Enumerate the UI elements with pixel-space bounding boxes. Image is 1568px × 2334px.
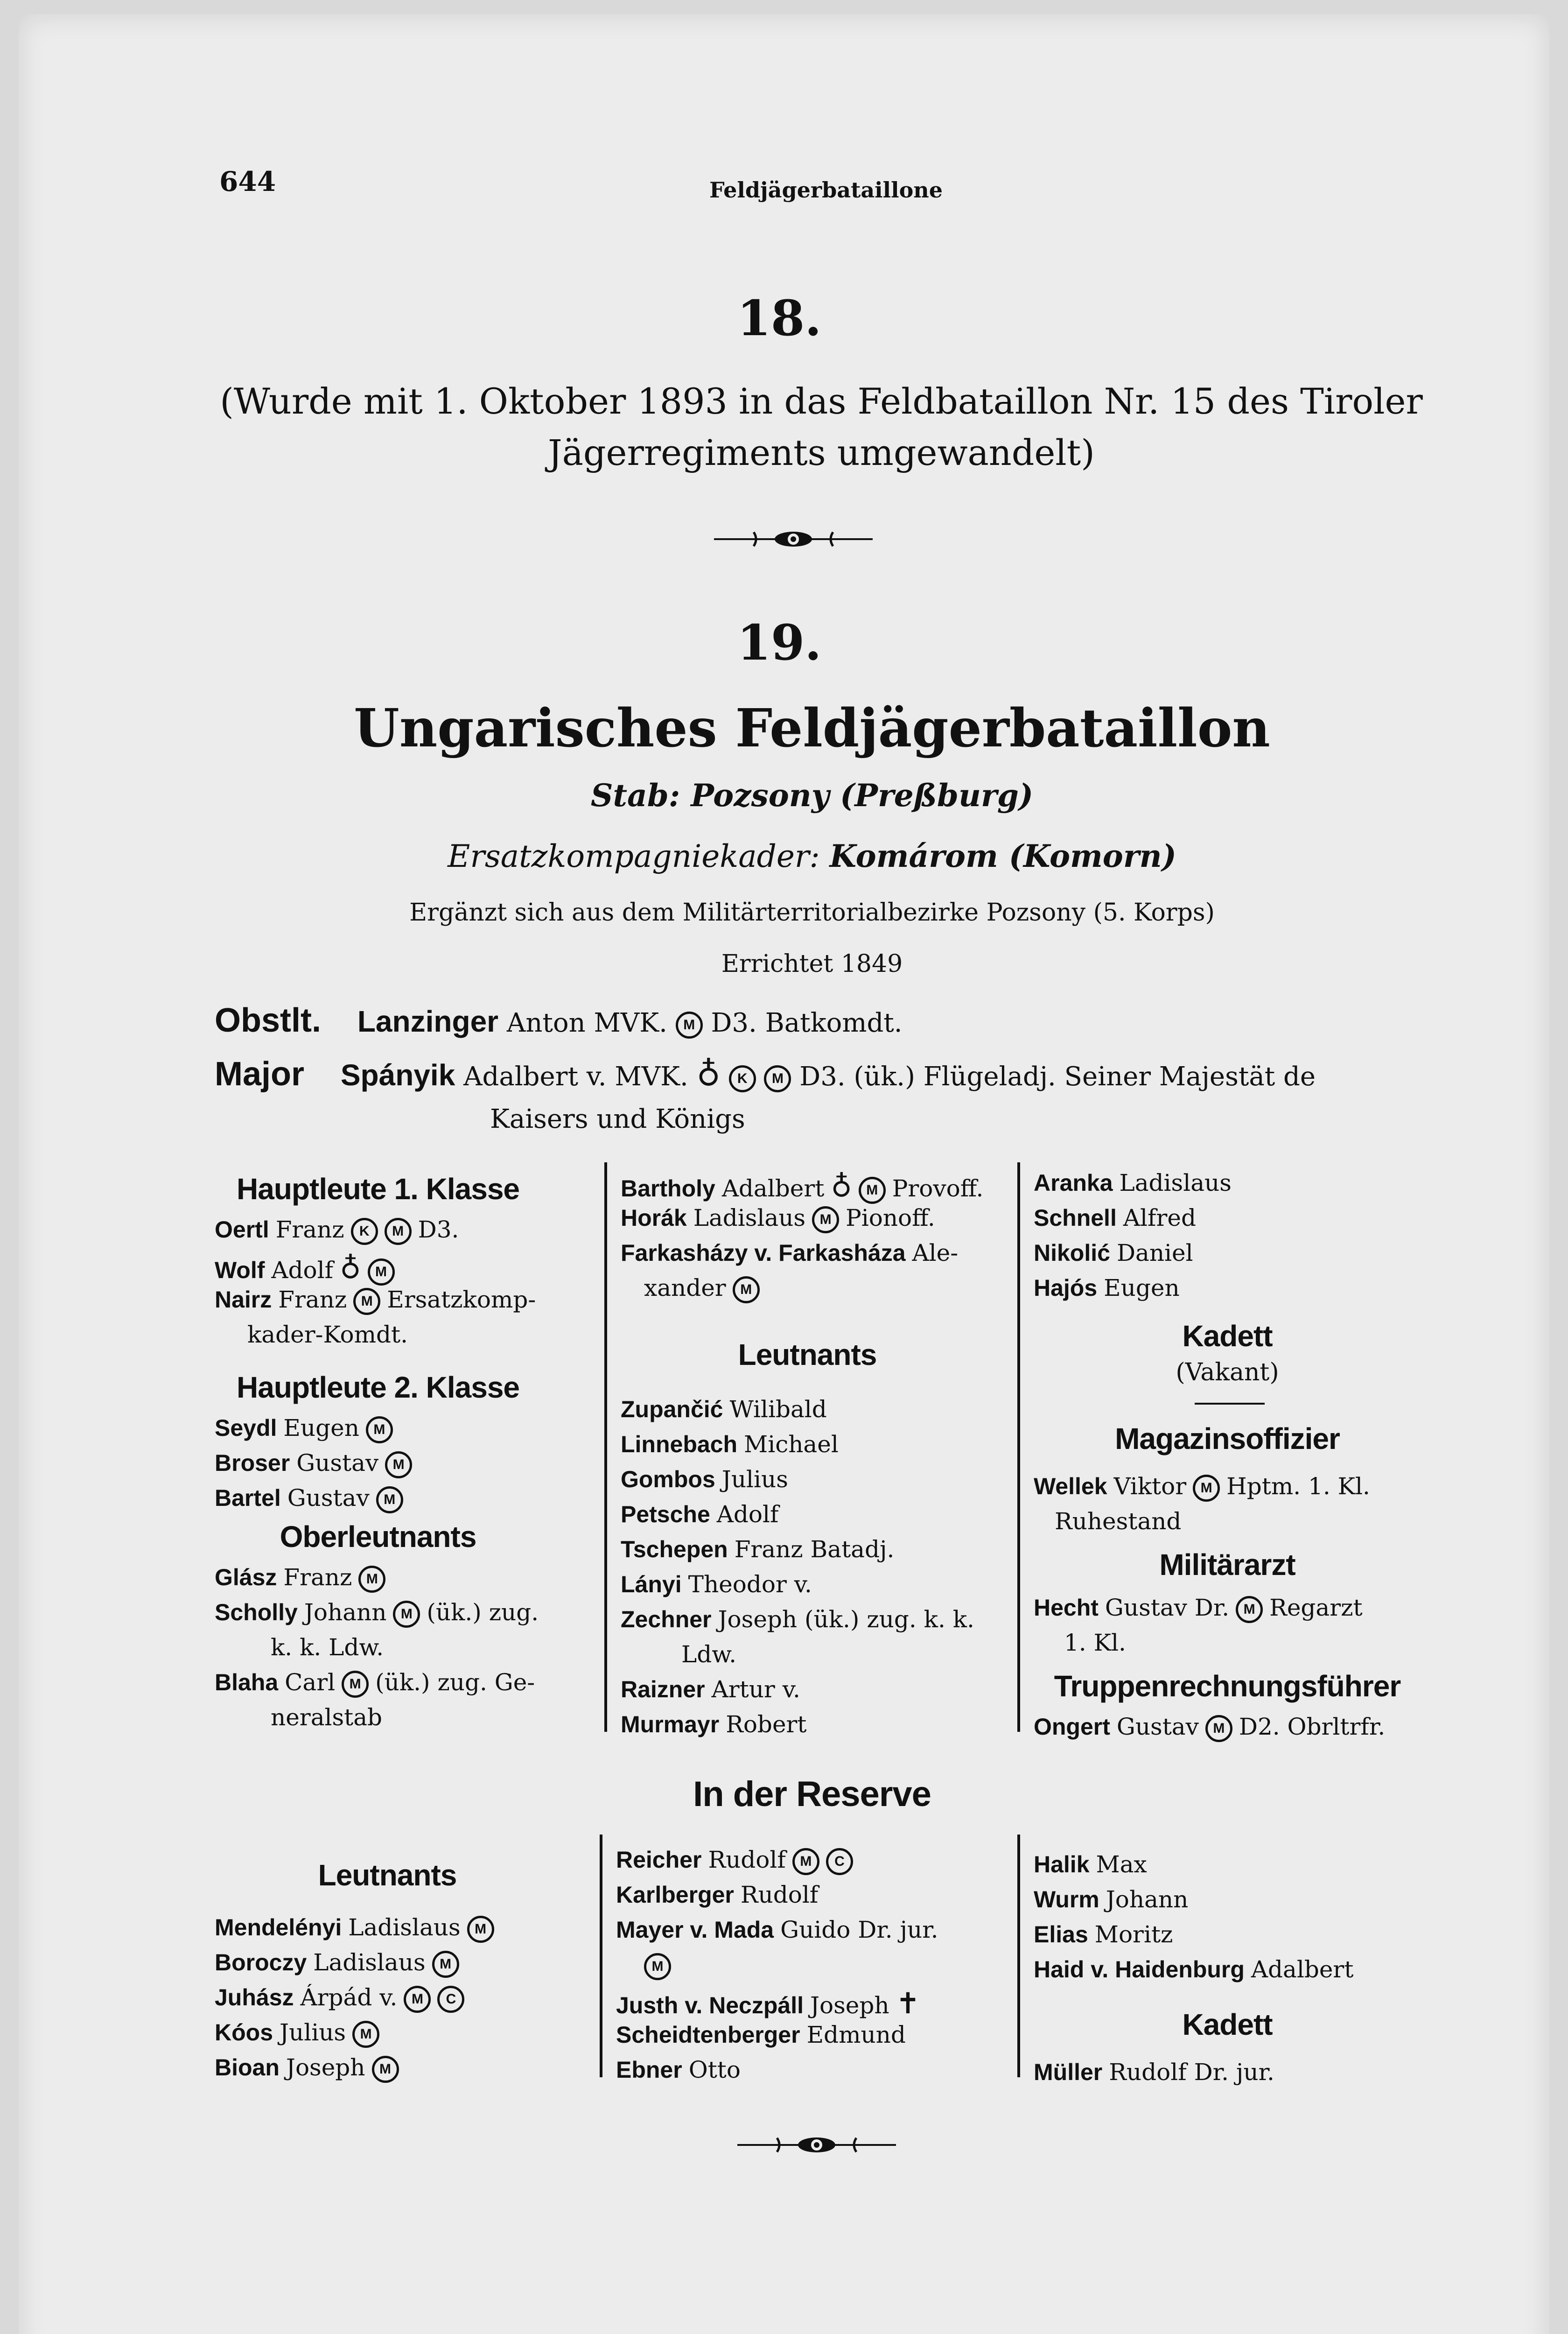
list-item	[215, 2019, 386, 2048]
list-item	[681, 1641, 743, 1668]
officer-details: Otto	[688, 2056, 741, 2083]
list-item	[621, 1169, 983, 1204]
officer-name: Zupančić	[621, 1396, 723, 1422]
cross-icon: ♁	[831, 1169, 852, 1203]
unit-19-ersatz	[299, 838, 1325, 874]
merit-badge-icon: M	[859, 1177, 886, 1204]
list-item	[1034, 1204, 1203, 1231]
list-item	[247, 1321, 414, 1348]
officer-name: Scheidtenberger	[616, 2022, 800, 2048]
merit-badge-icon: M	[366, 1416, 393, 1443]
officer-details: Rudolf Dr. jur.	[1109, 2059, 1274, 2086]
merit-badge-icon: M	[404, 1986, 431, 2013]
officer-name: Horák	[621, 1205, 687, 1231]
merit-badge-icon: M	[733, 1276, 760, 1303]
list-item	[1064, 1629, 1133, 1656]
officer-name: Oertl	[215, 1216, 269, 1243]
merit-badge-icon: M	[368, 1258, 395, 1286]
officer-name: Hajós	[1034, 1275, 1098, 1301]
list-item	[215, 1449, 419, 1478]
officer-details: Ladislaus	[693, 1204, 806, 1231]
officer-name: Farkasházy v. Farkasháza	[621, 1240, 906, 1266]
list-item	[215, 1216, 459, 1245]
merit-badge-icon: M	[1193, 1475, 1220, 1502]
officer-details: (ük.) zug. Ge-	[375, 1669, 535, 1696]
officer-details: Johann	[304, 1599, 387, 1626]
section-heading: Hauptleute 2. Klasse	[237, 1371, 519, 1404]
officer-details: Franz	[275, 1216, 344, 1243]
officer-name: Schnell	[1034, 1205, 1117, 1231]
officer-details: Gustav Dr.	[1105, 1594, 1230, 1621]
officer-details: Ladislaus	[313, 1949, 426, 1976]
unit-19-title: Ungarisches Feldjägerbataillon	[354, 698, 1270, 759]
officer-details: Hptm. 1. Kl.	[1226, 1473, 1370, 1500]
officer-details: Guido Dr. jur.	[780, 1916, 938, 1943]
officer-details: Eugen	[283, 1414, 359, 1441]
list-item	[215, 1669, 535, 1698]
merit-badge-icon: K	[351, 1218, 378, 1245]
merit-badge-icon: M	[358, 1566, 385, 1593]
list-item	[1034, 1594, 1363, 1623]
officer-name: Kóos	[215, 2019, 273, 2046]
officer-details: xander	[644, 1274, 726, 1301]
officer-name: Bartholy	[621, 1175, 715, 1202]
officer-details: Gustav	[296, 1449, 379, 1476]
kadett-vacant: (Vakant)	[1176, 1358, 1279, 1386]
officer-details: Edmund	[806, 2021, 906, 2048]
list-item	[1034, 1956, 1360, 1983]
merit-badge-icon: M	[372, 2056, 399, 2083]
officer-details: Adalbert v. MVK.	[463, 1062, 688, 1092]
section-heading: Kadett	[1182, 1319, 1273, 1353]
column-rule	[600, 1835, 602, 2077]
officer-name: Raizner	[621, 1676, 705, 1702]
commander-obstlt	[215, 1001, 903, 1040]
list-item	[616, 1881, 825, 1908]
column-rule	[604, 1162, 607, 1732]
officer-details: Franz	[278, 1286, 347, 1313]
section-heading: Leutnants	[738, 1338, 877, 1371]
section-heading: Truppenrechnungsführer	[1054, 1669, 1401, 1703]
officer-details: 1. Kl.	[1064, 1629, 1126, 1656]
list-item	[1034, 1239, 1200, 1266]
merit-badge-icon: M	[467, 1916, 494, 1943]
officer-name: Mendelényi	[215, 1914, 342, 1940]
officer-details: Rudolf	[740, 1881, 819, 1908]
page	[19, 14, 1549, 2334]
officer-details: Ale-	[912, 1239, 959, 1266]
list-item	[1034, 1921, 1179, 1948]
officer-details: k. k. Ldw.	[271, 1634, 384, 1661]
officer-details: Robert	[726, 1711, 807, 1738]
officer-name: Haid v. Haidenburg	[1034, 1956, 1245, 1982]
officer-name: Hecht	[1034, 1595, 1099, 1621]
list-item	[621, 1431, 845, 1458]
officer-name: Linnebach	[621, 1431, 738, 1457]
merit-badge-icon: M	[1205, 1715, 1232, 1742]
officer-name: Petsche	[621, 1501, 710, 1527]
officer-name: Mayer v. Mada	[616, 1917, 774, 1943]
officer-details: Ersatzkomp-	[387, 1286, 536, 1313]
officer-name: Nikolić	[1034, 1240, 1110, 1266]
officer-details: Gustav	[1116, 1713, 1199, 1740]
officer-details: Joseph (ük.) zug. k. k.	[718, 1606, 974, 1633]
section-heading: Magazinsoffizier	[1115, 1422, 1340, 1455]
officer-details: Moritz	[1094, 1921, 1173, 1948]
list-item	[271, 1634, 390, 1661]
officer-name: Boroczy	[215, 1949, 307, 1975]
list-item	[616, 2056, 747, 2083]
list-item	[621, 1606, 981, 1633]
officer-name: Bartel	[215, 1485, 281, 1511]
list-item	[215, 1984, 471, 2013]
rank-label: Major	[215, 1055, 305, 1093]
section-heading: Oberleutnants	[280, 1520, 476, 1554]
rank-label: Obstlt.	[215, 1002, 321, 1039]
officer-details: Pionoff.	[846, 1204, 935, 1231]
officer-details: Anton MVK.	[506, 1008, 667, 1038]
merit-badge-icon: M	[385, 1451, 412, 1478]
officer-details: Adalbert	[721, 1175, 825, 1202]
officer-details: Joseph	[810, 1992, 889, 2019]
officer-name: Justh v. Neczpáll	[616, 1992, 804, 2018]
list-item	[621, 1396, 833, 1423]
officer-details: Johann	[1106, 1886, 1189, 1913]
list-item	[644, 1274, 766, 1303]
unit-18-number: 18.	[737, 289, 822, 347]
officer-details: Ldw.	[681, 1641, 736, 1668]
unit-19-errichtet: Errichtet 1849	[721, 950, 903, 978]
officer-details: Regarzt	[1269, 1594, 1363, 1621]
list-item	[215, 1599, 539, 1628]
officer-name: Müller	[1034, 2059, 1103, 2085]
list-item	[1034, 1886, 1195, 1913]
section-heading: Militärarzt	[1159, 1548, 1295, 1582]
merit-badge-icon: M	[792, 1848, 819, 1875]
officer-name: Wurm	[1034, 1886, 1099, 1912]
officer-name: Zechner	[621, 1606, 712, 1632]
running-title: Feldjägerbataillone	[709, 177, 943, 203]
officer-name: Wellek	[1034, 1473, 1107, 1499]
list-item	[1055, 1508, 1188, 1535]
officer-name: Lanzinger	[357, 1005, 499, 1038]
officer-name: Aranka	[1034, 1170, 1113, 1196]
merit-badge-icon: M	[644, 1953, 671, 1980]
list-item	[1034, 1169, 1238, 1196]
column-rule	[1017, 1162, 1020, 1732]
page-number: 644	[219, 166, 276, 197]
officer-details: Franz	[283, 1564, 352, 1591]
merit-badge-icon: M	[812, 1206, 839, 1233]
officer-details: Árpád v.	[300, 1984, 398, 2011]
officer-details: Gustav	[287, 1484, 370, 1511]
merit-badge-icon: M	[676, 1012, 703, 1039]
officer-name: Ongert	[1034, 1714, 1110, 1740]
unit-18-note-line2: Jägerregiments umgewandelt)	[548, 432, 1095, 473]
list-item	[1034, 2059, 1281, 2086]
merit-badge-icon: M	[1236, 1596, 1263, 1623]
officer-details: D2. Obrltrfr.	[1239, 1713, 1386, 1740]
list-item	[621, 1571, 819, 1598]
officer-details: Ladislaus	[1119, 1169, 1232, 1196]
list-item	[621, 1501, 785, 1528]
cross-icon: ♁	[340, 1251, 361, 1285]
officer-name: Ebner	[616, 2057, 682, 2083]
list-item	[215, 1286, 536, 1315]
list-item	[621, 1239, 965, 1266]
officer-details: Adolf	[716, 1501, 779, 1528]
merit-badge-icon: M	[764, 1065, 791, 1092]
list-item	[215, 1564, 392, 1593]
merit-badge-icon: M	[342, 1671, 369, 1698]
officer-details: Carl	[285, 1669, 336, 1696]
officer-details: D3. Batkomdt.	[711, 1008, 903, 1038]
officer-details: Adolf	[271, 1257, 334, 1284]
officer-name: Scholly	[215, 1599, 298, 1625]
merit-badge-icon: M	[432, 1951, 459, 1978]
officer-details: Provoff.	[892, 1175, 984, 1202]
reserve-title: In der Reserve	[693, 1774, 931, 1814]
merit-badge-icon: M	[376, 1486, 403, 1513]
officer-details: Ruhestand	[1055, 1508, 1182, 1535]
officer-details: Rudolf	[708, 1846, 786, 1873]
merit-badge-icon: M	[352, 2021, 379, 2048]
list-item	[616, 1846, 860, 1875]
cross-icon: ✝	[896, 1986, 920, 2020]
list-item	[621, 1204, 935, 1233]
list-item	[1034, 1274, 1186, 1301]
officer-name: Tschepen	[621, 1536, 728, 1562]
officer-name: Nairz	[215, 1287, 272, 1313]
list-item	[1034, 1473, 1370, 1502]
list-item	[271, 1704, 389, 1731]
officer-name: Blaha	[215, 1669, 279, 1695]
officer-details: (ük.) zug.	[427, 1599, 539, 1626]
list-item	[215, 2054, 406, 2083]
officer-details: Viktor	[1113, 1473, 1187, 1500]
list-item	[616, 2021, 912, 2048]
unit-19-ergaenzt: Ergänzt sich aus dem Militärterritorialbezirke Pozsony (5. Korps)	[409, 899, 1215, 927]
section-rule	[1195, 1403, 1265, 1405]
merit-badge-icon: M	[385, 1218, 412, 1245]
officer-name: Halik	[1034, 1851, 1090, 1877]
column-rule	[1017, 1835, 1020, 2077]
officer-name: Lányi	[621, 1571, 682, 1597]
officer-details: Ladislaus	[348, 1914, 461, 1941]
officer-details: Joseph	[286, 2054, 365, 2081]
list-item	[621, 1466, 795, 1493]
officer-details: kader-Komdt.	[247, 1321, 408, 1348]
merit-badge-icon: C	[437, 1986, 464, 2013]
officer-name: Glász	[215, 1564, 277, 1590]
list-item	[621, 1711, 813, 1738]
list-item	[621, 1676, 807, 1703]
list-item	[215, 1251, 401, 1286]
merit-badge-icon: C	[826, 1848, 853, 1875]
officer-details: Max	[1096, 1851, 1147, 1878]
cross-icon: ♁	[696, 1055, 721, 1093]
list-item	[1034, 1851, 1154, 1878]
officer-name: Seydl	[215, 1415, 277, 1441]
commander-major-line2: Kaisers und Königs	[490, 1104, 745, 1134]
officer-name: Wolf	[215, 1257, 265, 1283]
list-item	[616, 1916, 945, 1943]
officer-name: Karlberger	[616, 1882, 734, 1908]
officer-details: Julius	[721, 1466, 788, 1493]
list-item	[644, 1951, 678, 1980]
officer-details: Daniel	[1116, 1239, 1193, 1266]
merit-badge-icon: M	[353, 1288, 380, 1315]
unit-18-note-line1: (Wurde mit 1. Oktober 1893 in das Feldbataillon Nr. 15 des Tiroler	[220, 380, 1423, 422]
section-heading: Kadett	[1182, 2008, 1273, 2041]
commander-major	[215, 1055, 1316, 1093]
list-item	[215, 1949, 466, 1978]
officer-name: Reicher	[616, 1847, 702, 1873]
unit-19-number: 19.	[737, 614, 822, 671]
officer-details: Julius	[280, 2019, 346, 2046]
merit-badge-icon: M	[393, 1601, 420, 1628]
merit-badge-icon: K	[729, 1065, 756, 1092]
ersatz-value: Komárom (Komorn)	[829, 838, 1176, 874]
list-item	[215, 1414, 399, 1443]
unit-19-stab: Stab: Pozsony (Preßburg)	[590, 777, 1034, 814]
officer-details: Adalbert	[1251, 1956, 1354, 1983]
officer-name: Broser	[215, 1450, 290, 1476]
officer-name: Elias	[1034, 1921, 1088, 1947]
officer-details: Eugen	[1104, 1274, 1180, 1301]
list-item	[621, 1536, 901, 1563]
list-item	[215, 1914, 501, 1943]
officer-details: Alfred	[1123, 1204, 1196, 1231]
officer-details: Franz Batadj.	[734, 1536, 895, 1563]
officer-details: Michael	[744, 1431, 839, 1458]
officer-details: Theodor v.	[688, 1571, 812, 1598]
officer-name: Spányik	[340, 1058, 455, 1092]
officer-name: Gombos	[621, 1466, 715, 1492]
ornament-divider	[737, 2133, 896, 2157]
section-heading: Leutnants	[318, 1858, 457, 1892]
officer-details: D3. (ük.) Flügeladj. Seiner Majestät de	[799, 1062, 1316, 1092]
officer-name: Juhász	[215, 1984, 294, 2011]
ersatz-label: Ersatzkompagniekader:	[448, 838, 820, 874]
officer-details: D3.	[418, 1216, 459, 1243]
officer-name: Bioan	[215, 2054, 280, 2081]
list-item	[215, 1484, 410, 1513]
list-item	[1034, 1713, 1385, 1742]
officer-name: Murmayr	[621, 1711, 720, 1737]
list-item	[616, 1986, 927, 2020]
officer-details: neralstab	[271, 1704, 383, 1731]
ornament-divider	[714, 527, 873, 551]
officer-details: Artur v.	[711, 1676, 800, 1703]
section-heading: Hauptleute 1. Klasse	[237, 1172, 519, 1206]
officer-details: Wilibald	[729, 1396, 827, 1423]
